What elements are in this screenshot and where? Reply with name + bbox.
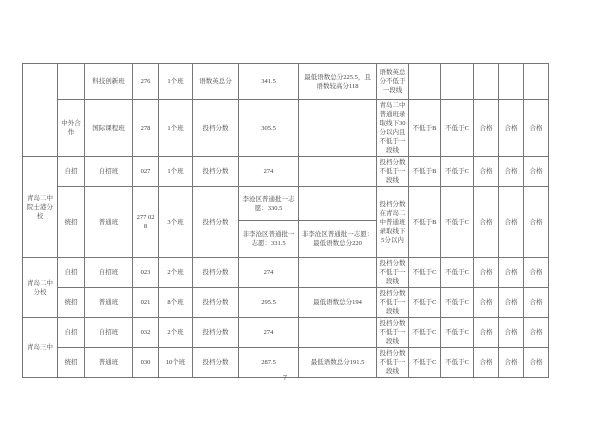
table-cell: 合格: [474, 187, 499, 258]
table-cell: 合格: [474, 288, 499, 318]
table-cell: 青岛二中院士港分校: [23, 157, 58, 258]
table-cell: 不低于C: [441, 288, 474, 318]
table-row: [23, 187, 549, 221]
table-row: [23, 258, 549, 288]
table-cell: 不低于B: [409, 100, 441, 157]
table-cell: 030: [133, 348, 159, 378]
table-cell: 青岛三中: [23, 318, 58, 378]
table-cell: 274: [239, 318, 299, 348]
table-cell: 投档分数不低于一段线: [377, 318, 409, 348]
table-cell: 李沧区普通批一志愿：330.5: [239, 187, 299, 221]
table-body: [23, 64, 549, 378]
table-cell: 023: [133, 258, 159, 288]
table-cell: [524, 64, 549, 100]
table-cell: 不低于B: [409, 187, 441, 258]
table-cell: 不低于B: [409, 157, 441, 187]
table-cell: 投档分数在青岛二中普通班录取线下5分以内: [377, 187, 409, 258]
table-cell: 合格: [499, 318, 524, 348]
table-cell: 投档分数: [193, 288, 239, 318]
table-cell: 语数英总分不低于一段线: [377, 64, 409, 100]
table-cell: 自招班: [85, 258, 133, 288]
table-cell: 2个班: [159, 258, 193, 288]
table-cell: [299, 100, 377, 157]
page-number: 7: [283, 373, 287, 382]
table-cell: 合格: [524, 100, 549, 157]
table-cell: 276: [133, 64, 159, 100]
table-cell: 341.5: [239, 64, 299, 100]
table-cell: 295.5: [239, 288, 299, 318]
table-cell: 合格: [474, 258, 499, 288]
table-cell: [499, 64, 524, 100]
table-cell: 不低于C: [441, 100, 474, 157]
table-cell: 不低于C: [409, 348, 441, 378]
table-cell: 青岛二中分校: [23, 258, 58, 318]
table-cell: [23, 64, 58, 157]
table-cell: 普通班: [85, 348, 133, 378]
table-cell: 非李沧区普通批一志愿：最低语数总分220: [299, 221, 377, 258]
table-cell: 不低于C: [441, 318, 474, 348]
table-cell: 不低于C: [409, 318, 441, 348]
table-cell: 投档分数: [193, 258, 239, 288]
table-cell: 274: [239, 258, 299, 288]
table-cell: [474, 64, 499, 100]
table-row: [23, 157, 549, 187]
table-cell: [299, 157, 377, 187]
table-row: [23, 100, 549, 157]
table-cell: 国际课程班: [85, 100, 133, 157]
table-cell: 021: [133, 288, 159, 318]
table-cell: 不低于C: [441, 258, 474, 288]
table-row: [23, 288, 549, 318]
table-cell: 科技创新班: [85, 64, 133, 100]
table-cell: 语数英总分: [193, 64, 239, 100]
table-cell: 合格: [499, 288, 524, 318]
table-cell: 合格: [474, 318, 499, 348]
table-cell: 投档分数: [193, 157, 239, 187]
table-cell: 普通班: [85, 288, 133, 318]
table-cell: 合格: [524, 318, 549, 348]
table-row: [23, 64, 549, 100]
table-cell: 合格: [474, 348, 499, 378]
table-cell: 合格: [524, 157, 549, 187]
table-cell: [299, 187, 377, 221]
table-cell: [58, 64, 85, 100]
table-cell: 合格: [524, 348, 549, 378]
table-cell: 统招: [58, 288, 85, 318]
table-cell: 投档分数不低于一段线: [377, 348, 409, 378]
table-cell: 统招: [58, 348, 85, 378]
table-cell: 8个班: [159, 288, 193, 318]
table-cell: 合格: [499, 187, 524, 258]
table-cell: 普通班: [85, 187, 133, 258]
table-cell: 非李沧区普通批一志愿：331.5: [239, 221, 299, 258]
table-cell: 不低于C: [409, 288, 441, 318]
table-cell: 不低于C: [441, 157, 474, 187]
table-cell: 合格: [524, 187, 549, 258]
table-cell: 投档分数: [193, 348, 239, 378]
table-cell: 10个班: [159, 348, 193, 378]
table-cell: 自招班: [85, 157, 133, 187]
table-cell: 投档分数不低于一段线: [377, 288, 409, 318]
table-cell: 277 028: [133, 187, 159, 258]
table-cell: 305.5: [239, 100, 299, 157]
table-cell: 合格: [499, 258, 524, 288]
table-cell: [441, 64, 474, 100]
table-cell: 合格: [499, 348, 524, 378]
table-row: [23, 318, 549, 348]
table-cell: 自招: [58, 318, 85, 348]
table-cell: 合格: [499, 157, 524, 187]
table-cell: 274: [239, 157, 299, 187]
table-cell: 合格: [474, 100, 499, 157]
table-cell: 合格: [524, 258, 549, 288]
admission-score-table: [22, 63, 549, 378]
table-cell: 3个班: [159, 187, 193, 258]
table-cell: 278: [133, 100, 159, 157]
table-cell: 1个班: [159, 64, 193, 100]
table-cell: 不低于C: [441, 348, 474, 378]
table-cell: 投档分数: [193, 100, 239, 157]
table-cell: 合格: [524, 288, 549, 318]
table-cell: 合格: [499, 100, 524, 157]
table-cell: [409, 64, 441, 100]
table-cell: 最低语数总分225.5，且语数较高分118: [299, 64, 377, 100]
table-cell: 最低语数总分191.5: [299, 348, 377, 378]
table-cell: 青岛二中普通班录取线下30分以内且不低于一段线: [377, 100, 409, 157]
table-cell: 2个班: [159, 318, 193, 348]
table-cell: 1个班: [159, 100, 193, 157]
table-cell: 投档分数不低于一段线: [377, 157, 409, 187]
table-cell: [299, 258, 377, 288]
table-cell: 287.5: [239, 348, 299, 378]
table-cell: 自招班: [85, 318, 133, 348]
table-cell: 1个班: [159, 157, 193, 187]
table-cell: 投档分数: [193, 318, 239, 348]
table-cell: 投档分数不低于一段线: [377, 258, 409, 288]
table-cell: 最低语数总分194: [299, 288, 377, 318]
table-cell: 合格: [474, 157, 499, 187]
table-cell: 投档分数: [193, 187, 239, 258]
table-cell: 不低于C: [441, 187, 474, 258]
table-cell: 032: [133, 318, 159, 348]
table-cell: 自招: [58, 157, 85, 187]
table-cell: 不低于C: [409, 258, 441, 288]
table-cell: 自招: [58, 258, 85, 288]
table-cell: [299, 318, 377, 348]
table-cell: 027: [133, 157, 159, 187]
table-cell: 中外合作: [58, 100, 85, 157]
table-cell: 统招: [58, 187, 85, 258]
